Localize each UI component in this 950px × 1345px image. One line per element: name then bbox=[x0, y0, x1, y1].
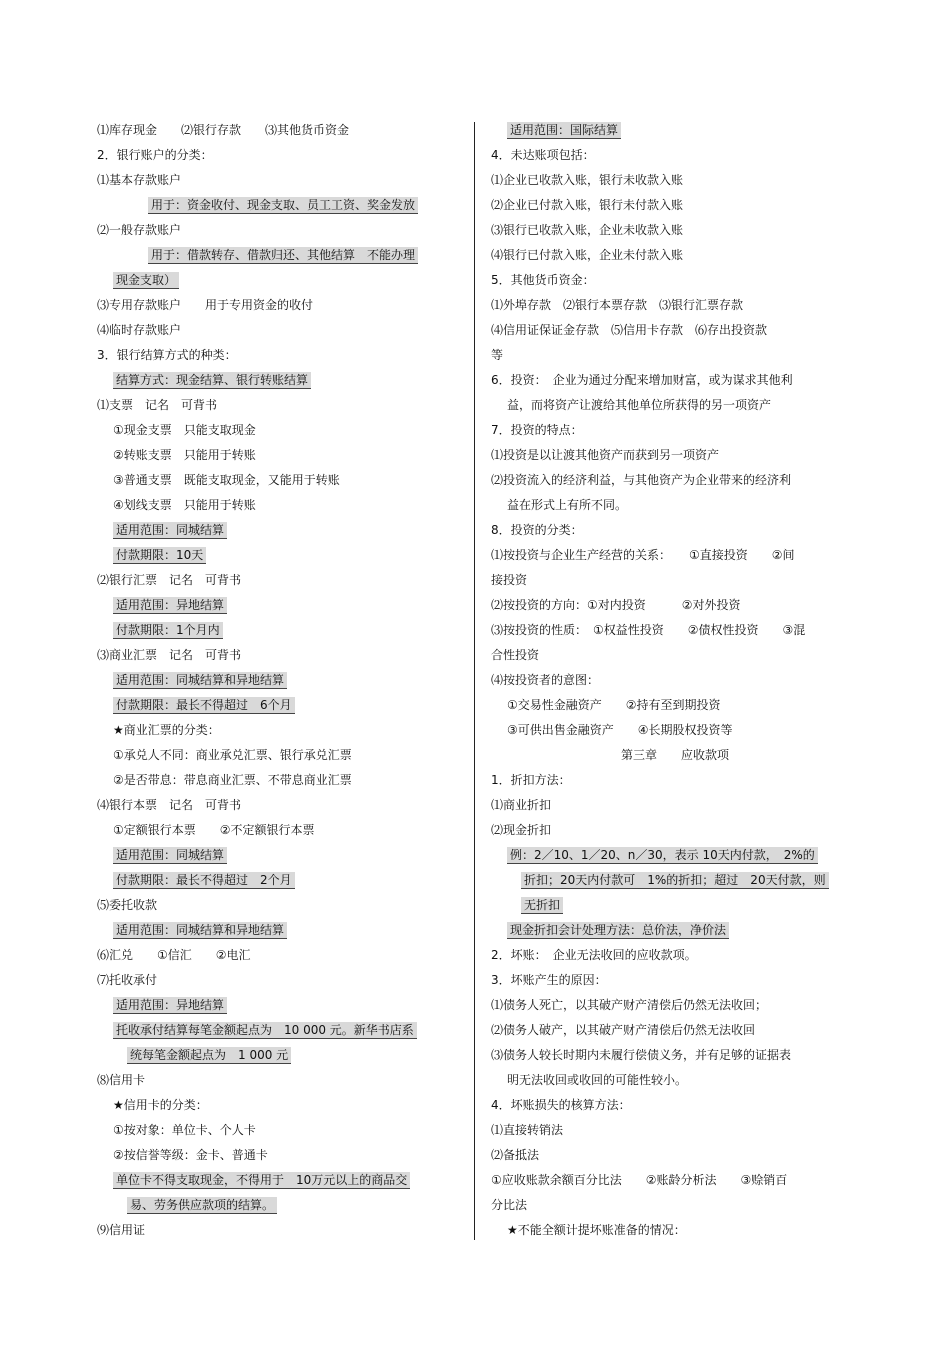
text: 明无法收回或收回的可能性较小。 bbox=[507, 1073, 688, 1087]
text: ⑵投资流入的经济利益，与其他资产为企业带来的经济利 bbox=[491, 473, 792, 487]
left-text-line bbox=[97, 493, 465, 518]
left-text-line bbox=[97, 1193, 465, 1218]
right-text-line bbox=[491, 1018, 859, 1043]
left-text-line bbox=[97, 693, 465, 718]
left-text-line bbox=[97, 643, 465, 668]
text: ⑺托收承付 bbox=[97, 973, 158, 987]
text: 等 bbox=[491, 348, 504, 362]
right-text-line bbox=[491, 918, 859, 943]
right-text-line bbox=[491, 493, 859, 518]
highlighted-text: 现金支取） bbox=[113, 272, 179, 289]
text: 合性投资 bbox=[491, 648, 540, 662]
left-text-line bbox=[97, 668, 465, 693]
text: ①交易性金融资产 ②持有至到期投资 bbox=[507, 698, 721, 712]
text: ③可供出售金融资产 ④长期股权投资等 bbox=[507, 723, 733, 737]
right-text-line bbox=[491, 1118, 859, 1143]
text: ⑴投资是以让渡其他资产而获到另一项资产 bbox=[491, 448, 720, 462]
text: ⑶商业汇票 记名 可背书 bbox=[97, 648, 242, 662]
highlighted-text: 折扣；20天内付款可 1%的折扣；超过 20天付款，则 bbox=[521, 872, 829, 889]
highlighted-text: 适用范围：异地结算 bbox=[113, 597, 227, 614]
right-text-line bbox=[491, 893, 859, 918]
left-text-line bbox=[97, 868, 465, 893]
right-text-line bbox=[491, 568, 859, 593]
left-text-line bbox=[97, 193, 465, 218]
left-text-line bbox=[97, 1043, 465, 1068]
text: 8．投资的分类： bbox=[491, 523, 583, 537]
left-text-line bbox=[97, 1068, 465, 1093]
text: 4．坏账损失的核算方法： bbox=[491, 1098, 631, 1112]
right-text-line bbox=[491, 168, 859, 193]
left-text-line bbox=[97, 618, 465, 643]
text: ⑷临时存款账户 bbox=[97, 323, 182, 337]
highlighted-text: 付款期限：最长不得超过 6个月 bbox=[113, 697, 295, 714]
text: ⑴按投资与企业生产经营的关系： ①直接投资 ②间 bbox=[491, 548, 795, 562]
left-text-line bbox=[97, 968, 465, 993]
text: ⑼信用证 bbox=[97, 1223, 146, 1237]
highlighted-text: 用于：资金收付、现金支取、员工工资、奖金发放 bbox=[148, 197, 418, 214]
left-text-line bbox=[97, 118, 465, 143]
right-text-line bbox=[491, 618, 859, 643]
text: ⑴基本存款账户 bbox=[97, 173, 182, 187]
text: 益，而将资产让渡给其他单位所获得的另一项资产 bbox=[507, 398, 772, 412]
right-text-line bbox=[491, 118, 859, 143]
left-text-line bbox=[97, 843, 465, 868]
left-text-line bbox=[97, 1143, 465, 1168]
highlighted-text: 单位卡不得支取现金，不得用于 10万元以上的商品交 bbox=[113, 1172, 410, 1189]
text: 4．未达账项包括： bbox=[491, 148, 595, 162]
left-text-line bbox=[97, 1168, 465, 1193]
right-text-line bbox=[491, 868, 859, 893]
highlighted-text: 适用范围：同城结算 bbox=[113, 847, 227, 864]
right-text-line bbox=[491, 968, 859, 993]
right-text-line bbox=[491, 268, 859, 293]
right-text-line bbox=[491, 718, 859, 743]
text: ⑵备抵法 bbox=[491, 1148, 540, 1162]
right-text-line bbox=[491, 1193, 859, 1218]
text: 3．坏账产生的原因： bbox=[491, 973, 607, 987]
left-text-line bbox=[97, 343, 465, 368]
highlighted-text: 现金折扣会计处理方法：总价法，净价法 bbox=[507, 922, 729, 939]
right-text-line bbox=[491, 593, 859, 618]
text: ⑴债务人死亡，以其破产财产清偿后仍然无法收回； bbox=[491, 998, 768, 1012]
text: ⑴商业折扣 bbox=[491, 798, 552, 812]
text: ★信用卡的分类： bbox=[113, 1098, 208, 1112]
text: ⑹汇兑 ①信汇 ②电汇 bbox=[97, 948, 251, 962]
text: 分比法 bbox=[491, 1198, 528, 1212]
text: ⑷信用证保证金存款 ⑸信用卡存款 ⑹存出投资款 bbox=[491, 323, 768, 337]
left-text-line bbox=[97, 593, 465, 618]
text: ①承兑人不同：商业承兑汇票、银行承兑汇票 bbox=[113, 748, 352, 762]
text: 2．坏账： 企业无法收回的应收款项。 bbox=[491, 948, 697, 962]
right-text-line bbox=[491, 218, 859, 243]
text: ⑵现金折扣 bbox=[491, 823, 552, 837]
text: 6．投资： 企业为通过分配来增加财富，或为谋求其他利 bbox=[491, 373, 793, 387]
text: 1．折扣方法： bbox=[491, 773, 571, 787]
left-text-line bbox=[97, 418, 465, 443]
left-text-line bbox=[97, 168, 465, 193]
left-text-line bbox=[97, 718, 465, 743]
text: 7．投资的特点： bbox=[491, 423, 583, 437]
right-text-line bbox=[491, 1168, 859, 1193]
left-text-line bbox=[97, 918, 465, 943]
left-text-line bbox=[97, 993, 465, 1018]
text: ②是否带息：带息商业汇票、不带息商业汇票 bbox=[113, 773, 352, 787]
right-text-line bbox=[491, 643, 859, 668]
left-text-line bbox=[97, 518, 465, 543]
left-text-line bbox=[97, 368, 465, 393]
left-text-line bbox=[97, 443, 465, 468]
right-text-line bbox=[491, 943, 859, 968]
text: ★不能全额计提坏账准备的情况： bbox=[507, 1223, 686, 1237]
left-column bbox=[97, 118, 465, 1243]
text: ⑵一般存款账户 bbox=[97, 223, 182, 237]
text: ⑸委托收款 bbox=[97, 898, 158, 912]
text: ⑵银行汇票 记名 可背书 bbox=[97, 573, 242, 587]
text: ⑵债务人破产，以其破产财产清偿后仍然无法收回 bbox=[491, 1023, 756, 1037]
right-text-line bbox=[491, 543, 859, 568]
highlighted-text: 适用范围：异地结算 bbox=[113, 997, 227, 1014]
left-text-line bbox=[97, 1093, 465, 1118]
highlighted-text: 适用范围：同城结算和异地结算 bbox=[113, 672, 287, 689]
right-text-line bbox=[491, 768, 859, 793]
text: ⑷银行已付款入账，企业未付款入账 bbox=[491, 248, 684, 262]
right-text-line bbox=[491, 1068, 859, 1093]
right-text-line bbox=[491, 343, 859, 368]
highlighted-text: 用于：借款转存、借款归还、其他结算 不能办理 bbox=[148, 247, 418, 264]
highlighted-text: 适用范围：同城结算 bbox=[113, 522, 227, 539]
text: ⑶专用存款账户 用于专用资金的收付 bbox=[97, 298, 314, 312]
text: ①定额银行本票 ②不定额银行本票 bbox=[113, 823, 315, 837]
text: ⑴企业已收款入账，银行未收款入账 bbox=[491, 173, 684, 187]
highlighted-text: 无折扣 bbox=[521, 897, 563, 914]
left-text-line bbox=[97, 768, 465, 793]
right-text-line bbox=[491, 418, 859, 443]
left-text-line bbox=[97, 468, 465, 493]
text: ⑴库存现金 ⑵银行存款 ⑶其他货币资金 bbox=[97, 123, 350, 137]
text: ⑴支票 记名 可背书 bbox=[97, 398, 218, 412]
right-text-line bbox=[491, 668, 859, 693]
left-text-line bbox=[97, 318, 465, 343]
right-text-line bbox=[491, 693, 859, 718]
left-text-line bbox=[97, 943, 465, 968]
text: ⑶债务人较长时期内未履行偿债义务，并有足够的证据表 bbox=[491, 1048, 792, 1062]
left-text-line bbox=[97, 893, 465, 918]
right-column bbox=[491, 118, 859, 1243]
left-text-line bbox=[97, 143, 465, 168]
text: ⑴外埠存款 ⑵银行本票存款 ⑶银行汇票存款 bbox=[491, 298, 744, 312]
right-text-line bbox=[491, 368, 859, 393]
text: ①应收账款余额百分比法 ②账龄分析法 ③赊销百 bbox=[491, 1173, 788, 1187]
text: 2．银行账户的分类： bbox=[97, 148, 213, 162]
text: 接投资 bbox=[491, 573, 528, 587]
text: 第三章 应收款项 bbox=[620, 748, 729, 762]
right-text-line bbox=[491, 1218, 859, 1243]
text: ⑶按投资的性质： ①权益性投资 ②债权性投资 ③混 bbox=[491, 623, 806, 637]
left-text-line bbox=[97, 293, 465, 318]
text: 益在形式上有所不同。 bbox=[507, 498, 628, 512]
right-text-line bbox=[491, 1143, 859, 1168]
text: ①按对象：单位卡、个人卡 bbox=[113, 1123, 256, 1137]
text: ②按信誉等级：金卡、普通卡 bbox=[113, 1148, 268, 1162]
text: ★商业汇票的分类： bbox=[113, 723, 220, 737]
text: ⑴直接转销法 bbox=[491, 1123, 564, 1137]
text: ⑶银行已收款入账，企业未收款入账 bbox=[491, 223, 684, 237]
right-text-line bbox=[491, 843, 859, 868]
highlighted-text: 付款期限：最长不得超过 2个月 bbox=[113, 872, 295, 889]
right-text-line bbox=[491, 1043, 859, 1068]
right-text-line bbox=[491, 1093, 859, 1118]
right-text-line bbox=[491, 143, 859, 168]
right-text-line bbox=[491, 318, 859, 343]
right-text-line bbox=[491, 243, 859, 268]
highlighted-text: 例：2／10、1／20、n／30，表示 10天内付款， 2%的 bbox=[507, 847, 818, 864]
text: ①现金支票 只能支取现金 bbox=[113, 423, 256, 437]
right-text-line bbox=[491, 793, 859, 818]
left-text-line bbox=[97, 793, 465, 818]
highlighted-text: 统每笔金额起点为 1 000 元 bbox=[127, 1047, 291, 1064]
left-text-line bbox=[97, 818, 465, 843]
left-text-line bbox=[97, 1218, 465, 1243]
text: ⑵企业已付款入账，银行未付款入账 bbox=[491, 198, 684, 212]
text: ②转账支票 只能用于转账 bbox=[113, 448, 256, 462]
right-text-line bbox=[491, 443, 859, 468]
left-text-line bbox=[97, 543, 465, 568]
text: ⑵按投资的方向：①对内投资 ②对外投资 bbox=[491, 598, 741, 612]
right-text-line bbox=[491, 518, 859, 543]
highlighted-text: 适用范围：国际结算 bbox=[507, 122, 621, 139]
text: ⑻信用卡 bbox=[97, 1073, 146, 1087]
column-divider bbox=[474, 122, 475, 1240]
text: ⑷银行本票 记名 可背书 bbox=[97, 798, 242, 812]
left-text-line bbox=[97, 218, 465, 243]
highlighted-text: 托收承付结算每笔金额起点为 10 000 元。新华书店系 bbox=[113, 1022, 417, 1039]
right-text-line bbox=[491, 818, 859, 843]
highlighted-text: 结算方式：现金结算、银行转账结算 bbox=[113, 372, 311, 389]
left-text-line bbox=[97, 568, 465, 593]
highlighted-text: 付款期限：1个月内 bbox=[113, 622, 223, 639]
right-text-line bbox=[491, 193, 859, 218]
right-text-line bbox=[491, 393, 859, 418]
left-text-line bbox=[97, 743, 465, 768]
right-text-line bbox=[491, 993, 859, 1018]
text: ⑷按投资者的意图： bbox=[491, 673, 600, 687]
text: 3．银行结算方式的种类： bbox=[97, 348, 237, 362]
left-text-line bbox=[97, 243, 465, 268]
highlighted-text: 付款期限：10天 bbox=[113, 547, 206, 564]
right-text-line bbox=[491, 468, 859, 493]
left-text-line bbox=[97, 393, 465, 418]
text: 5．其他货币资金： bbox=[491, 273, 595, 287]
right-text-line bbox=[491, 293, 859, 318]
left-text-line bbox=[97, 268, 465, 293]
text: ④划线支票 只能用于转账 bbox=[113, 498, 256, 512]
left-text-line bbox=[97, 1018, 465, 1043]
left-text-line bbox=[97, 1118, 465, 1143]
right-text-line bbox=[491, 743, 859, 768]
highlighted-text: 适用范围：同城结算和异地结算 bbox=[113, 922, 287, 939]
highlighted-text: 易、劳务供应款项的结算。 bbox=[127, 1197, 277, 1214]
text: ③普通支票 既能支取现金，又能用于转账 bbox=[113, 473, 340, 487]
